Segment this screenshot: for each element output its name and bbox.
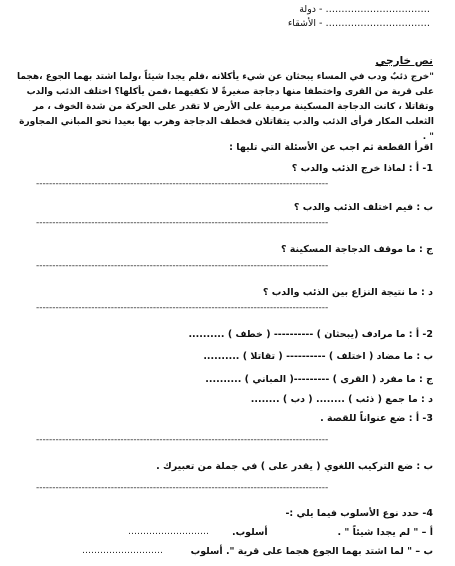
question-4a-label: أسلوب. <box>232 527 268 538</box>
question-4a-dots[interactable]: ……………………… <box>128 527 209 537</box>
header-line-1 <box>230 4 430 15</box>
question-1d: د : ما نتيجة النزاع بين الذئب والدب ؟ <box>262 287 433 298</box>
header-line-1-label: - دولة <box>299 4 323 15</box>
question-4a: أ – " لم يجدا شيئاً " . <box>337 527 433 538</box>
question-2c: ج : ما مفرد ( القرى ) ---------( المباني ) .......... <box>205 374 433 385</box>
header-line-2 <box>230 18 430 29</box>
question-2d: د : ما جمع ( ذئب ) ........ ( دب ) ........ <box>250 394 433 405</box>
answer-line-1d[interactable]: ------------------------------------------------------------------------------------------ <box>36 303 329 313</box>
answer-line-1b[interactable]: ------------------------------------------------------------------------------------------ <box>36 218 329 228</box>
answer-line-3b[interactable]: ------------------------------------------------------------------------------------------ <box>36 483 329 493</box>
instruction-text: اقرأ القطعة ثم اجب عن الأسئلة التي تليها : <box>229 142 433 153</box>
question-4-title: 4- حدد نوع الأسلوب فيما يلي :- <box>285 508 433 519</box>
question-3b: ب : ضع التركيب اللغوي ( يقدر على ) في جملة من تعبيرك . <box>156 461 433 472</box>
answer-line-3a[interactable]: ------------------------------------------------------------------------------------------ <box>36 435 329 445</box>
question-3a: 3- أ : ضع عنواناً للقصة . <box>320 413 433 424</box>
question-4b: ب – " لما اشتد بهما الجوع هجما على قرية ". أسلوب <box>190 546 433 557</box>
section-title: نص خارجي <box>375 55 433 67</box>
question-2a: 2- أ : ما مرادف (يبحثان ) ---------- ( خطف ) .......... <box>188 329 433 340</box>
question-2b: ب : ما مضاد ( اختلف ) ---------- ( تقاتلا ) .......... <box>203 351 433 362</box>
question-4b-dots[interactable]: ……………………… <box>82 546 163 556</box>
question-1a: 1- أ : لماذا خرج الذئب والدب ؟ <box>291 163 433 174</box>
header-line-1-dots: …………………………… <box>325 4 430 15</box>
header-line-2-dots: …………………………… <box>325 18 430 29</box>
question-1c: ج : ما موقف الدجاجة المسكينة ؟ <box>280 244 433 255</box>
answer-line-1c[interactable]: ------------------------------------------------------------------------------------------ <box>36 261 329 271</box>
question-1b: ب : فيم اختلف الذئب والدب ؟ <box>293 202 433 213</box>
answer-line-1a[interactable]: ------------------------------------------------------------------------------------------ <box>36 179 329 189</box>
header-line-2-label: - الأشقاء <box>287 18 323 29</box>
passage-text: "خرج ذئبٌ ودب في المساء يبحثان عن شيء يأكلانه ،فلم يجدا شيئاً ،ولما اشتد بهما الجوع ،هجما على قرية من القرى واختطفا منها دجاجة صغيرةً لا تكفيهما ،فمن يأكلها؟ اختلف الذئب والدب وتقاتلا ، كانت الدجاجة المسكينة مرمية على الأرض لا تقدر على الحركة من شدة الخوف ، مر الثعلب المكار فرأى الذئب والدب يتقاتلان فخطف الدجاجة وهرب بها بعيدا نحو المباني المجاورة " . <box>17 72 434 142</box>
